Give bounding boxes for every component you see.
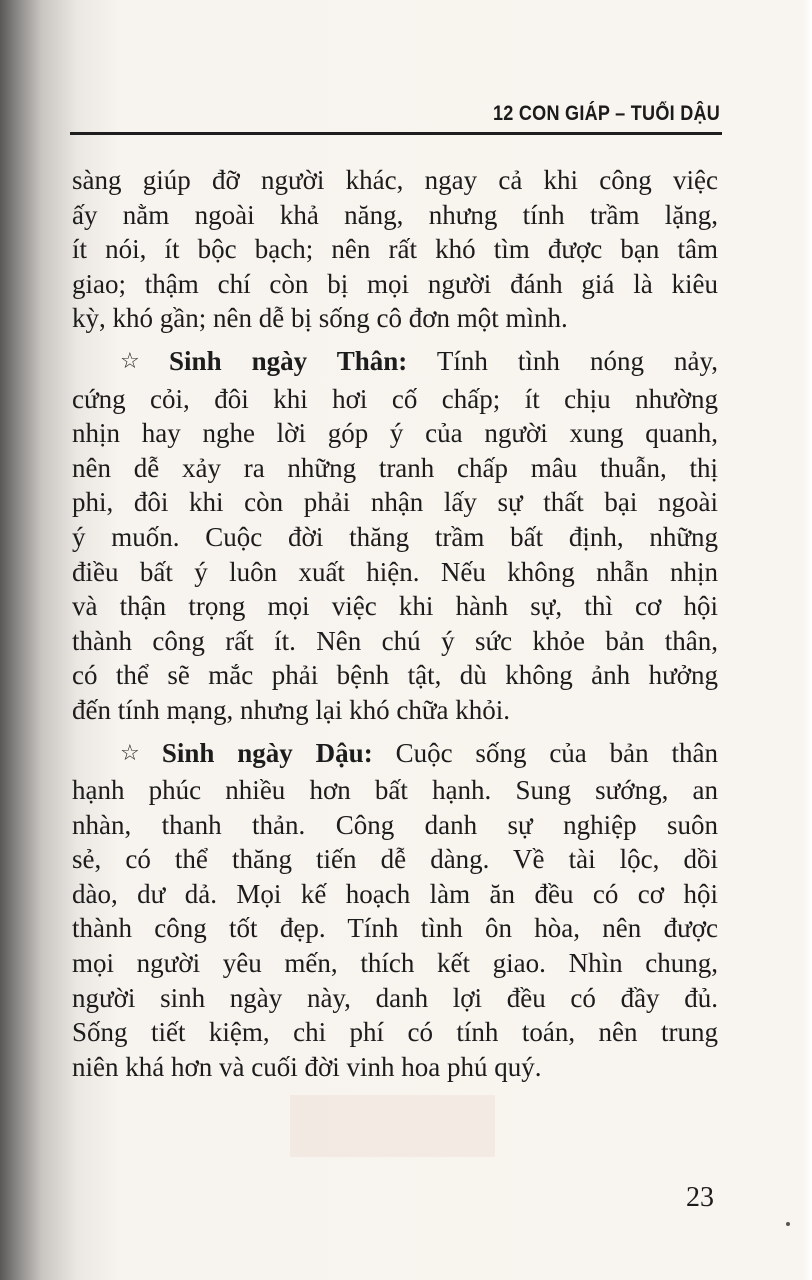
paragraph-lead: Sinh ngày Thân: [169,345,408,376]
paragraph-lead: Sinh ngày Dậu: [161,737,373,768]
text-line: Sống tiết kiệm, chi phí có tính toán, nên trung [72,1017,718,1048]
paragraph-first-text: Cuộc sống của bản thân [395,737,718,768]
text-line: đến tính mạng, nhưng lại khó chữa khỏi. [72,694,510,725]
running-header [70,100,722,134]
text-line: thành công tốt đẹp. Tính tình ôn hòa, nên được [72,913,718,944]
text-line: nhịn hay nghe lời góp ý của người xung quanh, [72,418,718,449]
body-text [72,163,718,1084]
text-line: có thể sẽ mắc phải bệnh tật, dù không ảnh hưởng [72,660,718,691]
page-edge-highlight [802,0,812,1280]
star-icon: ☆ [120,740,156,766]
text-line: nên dễ xảy ra những tranh chấp mâu thuẫn, thị [72,452,718,483]
header-rule [70,132,722,135]
text-line: ít nói, ít bộc bạch; nên rất khó tìm được bạn tâm [72,234,718,265]
text-line: và thận trọng mọi việc khi hành sự, thì cơ hội [72,591,718,622]
text-line: giao; thậm chí còn bị mọi người đánh giá là kiêu [72,268,718,299]
text-line: mọi người yêu mến, thích kết giao. Nhìn chung, [72,948,718,979]
text-line: niên khá hơn và cuối đời vinh hoa phú quý. [72,1051,542,1082]
ink-speck [786,1222,790,1226]
running-title: 12 CON GIÁP – TUỔI DẬU [492,102,720,125]
text-line: sàng giúp đỡ người khác, ngay cả khi công việc [72,165,718,195]
text-line: điều bất ý luôn xuất hiện. Nếu không nhẫn nhịn [72,556,718,587]
show-through-mark [290,1095,495,1157]
text-line: cứng cỏi, đôi khi hơi cố chấp; ít chịu nhường [72,383,718,414]
text-line: ấy nằm ngoài khả năng, nhưng tính trầm lặng, [72,199,718,230]
paragraph-first-line [72,736,718,774]
text-line: ý muốn. Cuộc đời thăng trầm bất định, những [72,521,718,552]
star-icon: ☆ [120,348,164,374]
paragraph-first-line [72,344,718,382]
text-line: hạnh phúc nhiều hơn bất hạnh. Sung sướng, an [72,775,718,806]
paragraph-first-text: Tính tình nóng nảy, [436,345,718,376]
paragraph-sinh-ngay-than [72,344,718,728]
text-line: dào, dư dả. Mọi kế hoạch làm ăn đều có cơ hội [72,878,718,909]
paragraph-continued [72,163,718,336]
page-number: 23 [686,1182,714,1213]
text-line: người sinh ngày này, danh lợi đều có đầy đủ. [72,982,718,1013]
text-line: nhàn, thanh thản. Công danh sự nghiệp suôn [72,809,718,840]
text-line: sẻ, có thể thăng tiến dễ dàng. Về tài lộc, dồi [72,844,718,875]
text-line: phi, đôi khi còn phải nhận lấy sự thất bại ngoài [72,487,718,518]
paragraph-sinh-ngay-dau [72,736,718,1085]
text-line: thành công rất ít. Nên chú ý sức khỏe bản thân, [72,625,718,656]
text-line: kỳ, khó gần; nên dễ bị sống cô đơn một mình. [72,303,568,334]
